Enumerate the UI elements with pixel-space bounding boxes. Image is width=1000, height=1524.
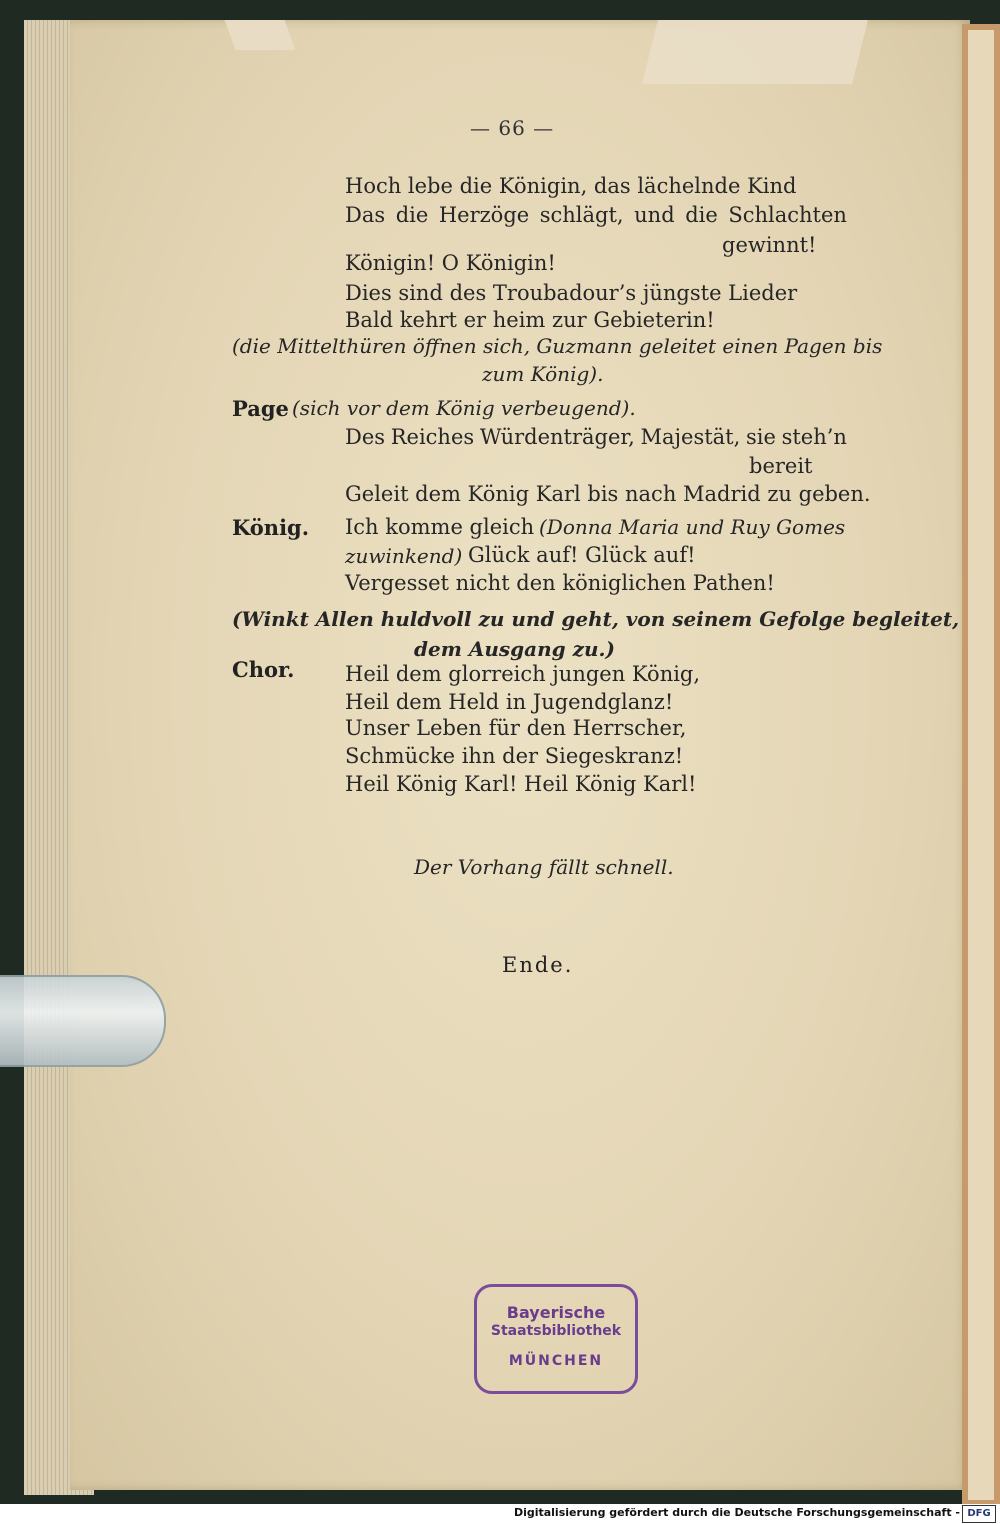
stage-direction: zum König). (482, 362, 604, 386)
word: Würdenträger, (479, 425, 635, 449)
verse-line (345, 203, 847, 227)
curtain-direction: Der Vorhang fällt schnell. (414, 855, 674, 879)
stage-direction: (die Mittelthüren öffnen sich, Guzmann geleitet einen Pagen bis (232, 334, 883, 358)
word: die (395, 203, 429, 227)
chorus-line: Heil dem glorreich jungen König, (345, 662, 701, 686)
word: schlägt, (539, 203, 624, 227)
verse-line: Ich komme gleich (345, 515, 535, 539)
stage-direction: dem Ausgang zu.) (414, 637, 615, 661)
word: Das (345, 203, 386, 227)
speaker-name: König. (232, 515, 310, 540)
facing-page-strip (968, 30, 994, 1500)
verse-line: Königin! O Königin! (345, 251, 556, 275)
verse-continuation: gewinnt! (722, 233, 817, 257)
chorus-line: Heil dem Held in Jugendglanz! (345, 690, 674, 714)
chorus-line: Schmücke ihn der Siegeskranz! (345, 744, 684, 768)
thumb-clip (0, 975, 166, 1067)
word: die (685, 203, 718, 227)
verse-line: Hoch lebe die Königin, das lächelnde Kind (345, 174, 797, 198)
speaker-name: Page (232, 396, 289, 421)
verse-continuation: bereit (749, 454, 813, 478)
word: Herzöge (438, 203, 530, 227)
chorus-line: Heil König Karl! Heil König Karl! (345, 772, 697, 796)
speaker-name: Chor. (232, 657, 295, 682)
verse-line: Dies sind des Troubadour’s jüngste Lieder (345, 281, 798, 305)
word: Schlachten (728, 203, 847, 227)
stamp-line: Bayerische (506, 1303, 606, 1322)
stamp-line: MÜNCHEN (508, 1353, 604, 1369)
verse-line: Vergesset nicht den königlichen Pathen! (345, 571, 775, 595)
word: sie (745, 425, 776, 449)
word: Des (345, 425, 386, 449)
verse-line (345, 425, 847, 449)
stage-direction: zuwinkend) (345, 544, 463, 568)
verse-line: Glück auf! Glück auf! (468, 543, 696, 567)
library-stamp (474, 1284, 638, 1394)
stamp-line: Staatsbibliothek (490, 1323, 622, 1339)
word: und (634, 203, 675, 227)
word: steh’n (781, 425, 847, 449)
word: Reiches (390, 425, 475, 449)
stage-direction: (sich vor dem König verbeugend). (292, 396, 636, 420)
stage-direction: (Winkt Allen huldvoll zu und geht, von seinem Gefolge begleitet, (232, 607, 960, 631)
word: Majestät, (640, 425, 741, 449)
dfg-logo: DFG (962, 1505, 996, 1523)
page-number: — 66 — (470, 116, 555, 140)
end-marker: Ende. (502, 953, 574, 977)
footer-credit: Digitalisierung gefördert durch die Deutsche Forschungsgemeinschaft - (513, 1506, 960, 1519)
paper-tear (225, 20, 296, 50)
chorus-line: Unser Leben für den Herrscher, (345, 716, 687, 740)
stage-direction: (Donna Maria und Ruy Gomes (539, 515, 846, 539)
verse-line: Bald kehrt er heim zur Gebieterin! (345, 308, 715, 332)
paper-tear (642, 20, 868, 84)
verse-line: Geleit dem König Karl bis nach Madrid zu geben. (345, 482, 871, 506)
